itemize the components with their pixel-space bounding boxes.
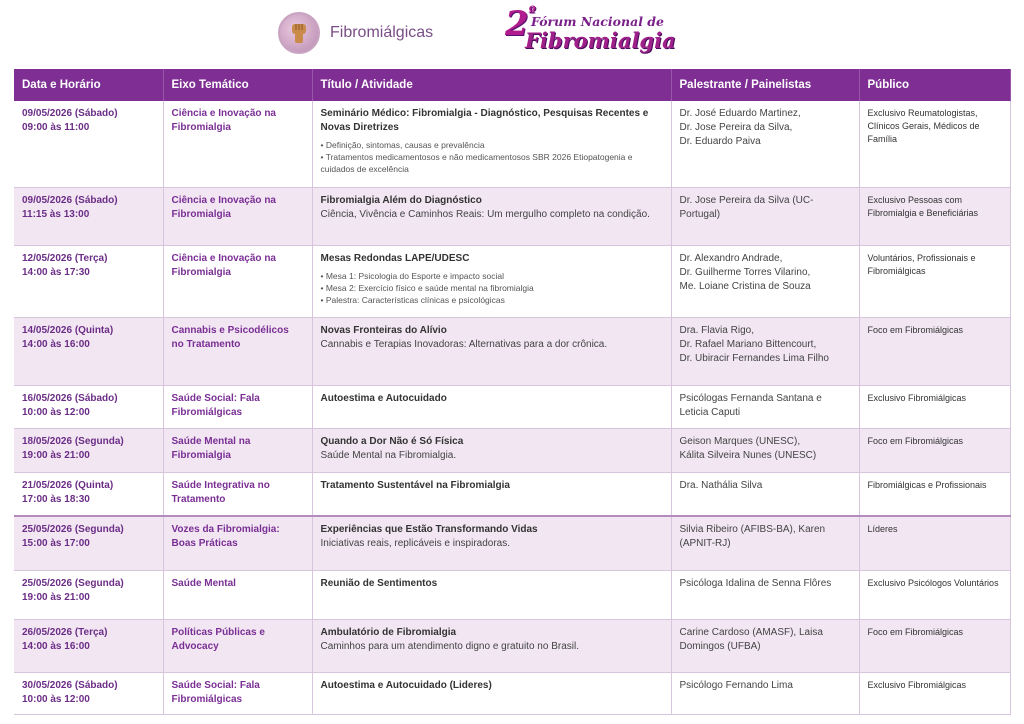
topic-list: [321, 270, 663, 306]
thematic-axis: Saúde Social: Fala Fibromiálgicas: [171, 392, 260, 418]
session-time: 14:00 às 16:00: [22, 338, 90, 350]
activity-subtitle: Saúde Mental na Fibromialgia.: [320, 449, 457, 461]
cell-axis: [163, 472, 312, 516]
cell-speakers: [671, 472, 859, 516]
cell-axis: [163, 385, 312, 428]
cell-title: [312, 472, 671, 516]
cell-datetime: [14, 619, 163, 672]
cell-datetime: [14, 385, 163, 428]
speaker-name: Dr. Rafael Mariano Bittencourt,: [679, 338, 817, 350]
audience: Exclusivo Fibromiálgicas: [867, 679, 967, 690]
cell-speakers: [671, 187, 859, 245]
page-header: [0, 0, 1024, 68]
session-time: 14:00 às 16:00: [22, 640, 90, 652]
session-time: 19:00 às 21:00: [22, 449, 90, 461]
cell-axis: [163, 570, 312, 619]
fibromialgicas-logo: [278, 12, 433, 54]
session-date: 14/05/2026 (Quinta): [22, 324, 114, 336]
cell-public: [859, 472, 1010, 516]
cell-title: [312, 385, 671, 428]
activity-title: Mesas Redondas LAPE/UDESC: [320, 252, 470, 264]
cell-title: [312, 672, 671, 714]
activity-subtitle: Cannabis e Terapias Inovadoras: Alternativas para a dor crônica.: [320, 338, 608, 350]
cell-title: [312, 317, 671, 385]
topic-item: • Mesa 1: Psicologia do Esporte e impacto social: [321, 270, 663, 282]
cell-public: [859, 428, 1010, 472]
schedule-table: [14, 69, 1011, 715]
speaker-name: Dr. Eduardo Paiva: [679, 136, 761, 147]
table-header-row: [14, 69, 1010, 101]
audience: Foco em Fibromiálgicas: [867, 626, 964, 637]
cell-datetime: [14, 516, 163, 570]
cell-datetime: [14, 672, 163, 714]
cell-title: [312, 619, 671, 672]
cell-axis: [163, 187, 312, 245]
cell-datetime: [14, 428, 163, 472]
cell-speakers: [671, 672, 859, 714]
thematic-axis: Ciência e Inovação na Fibromialgia: [171, 108, 276, 133]
cell-public: [859, 101, 1010, 187]
speaker-name: Psicólogo Fernando Lima: [679, 679, 793, 691]
cell-axis: [163, 619, 312, 672]
table-row: [14, 428, 1010, 472]
table-row: [14, 619, 1010, 672]
topic-item: • Palestra: Características clínicas e psicológicas: [321, 294, 663, 306]
table-row: [14, 187, 1010, 245]
audience: Exclusivo Psicólogos Voluntários: [867, 577, 999, 588]
activity-title: Autoestima e Autocuidado: [320, 392, 447, 404]
cell-speakers: [671, 101, 859, 187]
logo-text: Fibromiálgicas: [330, 24, 434, 41]
cell-public: [859, 317, 1010, 385]
thematic-axis: Vozes da Fibromialgia: Boas Práticas: [171, 524, 280, 549]
topic-item: • Mesa 2: Exercício físico e saúde mental na fibromialgia: [321, 282, 663, 294]
forum-line2: Fibromialgia: [525, 28, 676, 53]
speaker-name: Dra. Nathália Silva: [679, 479, 763, 491]
table-row: [14, 516, 1010, 570]
session-date: 25/05/2026 (Segunda): [22, 524, 124, 535]
cell-title: [312, 245, 671, 317]
session-date: 12/05/2026 (Terça): [22, 252, 108, 264]
cell-axis: [163, 516, 312, 570]
header-speakers: Palestrante / Painelistas: [671, 69, 859, 101]
cell-public: [859, 385, 1010, 428]
cell-public: [859, 672, 1010, 714]
topic-list: [321, 139, 663, 175]
activity-title: Autoestima e Autocuidado (Lideres): [320, 679, 492, 691]
activity-title: Reunião de Sentimentos: [320, 577, 438, 589]
table-row: [14, 101, 1010, 187]
session-date: 09/05/2026 (Sábado): [22, 194, 118, 206]
thematic-axis: Cannabis e Psicodélicos no Tratamento: [171, 324, 289, 350]
cell-speakers: [671, 317, 859, 385]
cell-speakers: [671, 570, 859, 619]
cell-axis: [163, 101, 312, 187]
table-row: [14, 570, 1010, 619]
session-time: 11:15 às 13:00: [22, 208, 90, 220]
cell-public: [859, 245, 1010, 317]
speaker-name: Dr. Guilherme Torres Vilarino,: [679, 266, 811, 278]
thematic-axis: Saúde Mental: [171, 577, 236, 589]
activity-title: Tratamento Sustentável na Fibromialgia: [320, 479, 510, 491]
table-row: [14, 317, 1010, 385]
cell-public: [859, 570, 1010, 619]
speaker-name: Dr. Jose Pereira da Silva (UC-Portugal): [679, 194, 814, 220]
audience: Exclusivo Fibromiálgicas: [867, 392, 967, 403]
cell-public: [859, 516, 1010, 570]
cell-speakers: [671, 385, 859, 428]
session-time: 14:00 às 17:30: [22, 266, 90, 278]
speaker-name: Dr. Alexandro Andrade,: [679, 252, 783, 264]
thematic-axis: Saúde Integrativa no Tratamento: [171, 479, 270, 505]
forum-logo: [505, 4, 676, 64]
activity-subtitle: Ciência, Vivência e Caminhos Reais: Um mergulho completo na condição.: [320, 208, 650, 220]
cell-datetime: [14, 570, 163, 619]
table-row: [14, 385, 1010, 428]
audience: Foco em Fibromiálgicas: [867, 435, 964, 446]
thematic-axis: Ciência e Inovação na Fibromialgia: [171, 194, 276, 220]
raised-fist-icon: [278, 12, 320, 54]
activity-title: Seminário Médico: Fibromialgia - Diagnóstico, Pesquisas Recentes e Novas Diretrizes: [320, 108, 649, 133]
cell-datetime: [14, 317, 163, 385]
session-date: 25/05/2026 (Segunda): [22, 577, 124, 589]
cell-datetime: [14, 245, 163, 317]
activity-title: Fibromialgia Além do Diagnóstico: [320, 194, 482, 206]
speaker-name: Me. Loiane Cristina de Souza: [679, 280, 811, 292]
session-date: 21/05/2026 (Quinta): [22, 479, 114, 491]
speaker-name: Dr. Ubiracir Fernandes Lima Filho: [679, 352, 829, 364]
table-row: [14, 245, 1010, 317]
session-time: 09:00 às 11:00: [22, 122, 90, 133]
cell-title: [312, 428, 671, 472]
cell-datetime: [14, 472, 163, 516]
session-date: 26/05/2026 (Terça): [22, 626, 108, 638]
activity-title: Ambulatório de Fibromialgia: [320, 626, 457, 638]
table-row: [14, 672, 1010, 714]
cell-public: [859, 619, 1010, 672]
speaker-name: Psicólogas Fernanda Santana e Leticia Caputi: [679, 392, 822, 418]
speaker-name: Kálita Silveira Nunes (UNESC): [679, 449, 817, 461]
table-row: [14, 472, 1010, 516]
thematic-axis: Saúde Social: Fala Fibromiálgicas: [171, 679, 260, 705]
activity-subtitle: Iniciativas reais, replicáveis e inspiradoras.: [320, 538, 511, 549]
cell-axis: [163, 428, 312, 472]
activity-title: Novas Fronteiras do Alívio: [320, 324, 447, 336]
forum-number: $2^º$: [505, 4, 536, 44]
cell-datetime: [14, 101, 163, 187]
speaker-name: Dr. Jose Pereira da Silva,: [679, 122, 793, 133]
activity-title: Experiências que Estão Transformando Vidas: [320, 524, 538, 535]
speaker-name: Dr. José Eduardo Martinez,: [679, 108, 801, 119]
cell-axis: [163, 245, 312, 317]
cell-title: [312, 570, 671, 619]
topic-item: • Tratamentos medicamentosos e não medicamentosos SBR 2026 Etiopatogenia e cuidados de excelência: [321, 151, 663, 175]
thematic-axis: Saúde Mental na Fibromialgia: [171, 435, 251, 461]
header-axis: Eixo Temático: [163, 69, 312, 101]
forum-line1: Fórum Nacional de: [531, 14, 664, 29]
topic-item: • Definição, sintomas, causas e prevalência: [321, 139, 663, 151]
thematic-axis: Ciência e Inovação na Fibromialgia: [171, 252, 276, 278]
cell-axis: [163, 672, 312, 714]
cell-speakers: [671, 516, 859, 570]
audience: Fibromiálgicas e Profissionais: [867, 479, 987, 490]
session-time: 15:00 às 17:00: [22, 538, 90, 549]
header-public: Público: [859, 69, 1010, 101]
header-date: Data e Horário: [14, 69, 163, 101]
cell-speakers: [671, 428, 859, 472]
audience: Exclusivo Pessoas com Fibromialgia e Beneficiárias: [867, 194, 979, 218]
cell-title: [312, 101, 671, 187]
session-time: 19:00 às 21:00: [22, 591, 90, 603]
session-date: 18/05/2026 (Segunda): [22, 435, 124, 447]
session-date: 30/05/2026 (Sábado): [22, 679, 118, 691]
header-title: Título / Atividade: [312, 69, 671, 101]
cell-datetime: [14, 187, 163, 245]
activity-title: Quando a Dor Não é Só Física: [320, 435, 464, 447]
cell-axis: [163, 317, 312, 385]
speaker-name: Geison Marques (UNESC),: [679, 435, 801, 447]
session-date: 09/05/2026 (Sábado): [22, 108, 118, 119]
cell-speakers: [671, 619, 859, 672]
session-date: 16/05/2026 (Sábado): [22, 392, 118, 404]
activity-subtitle: Caminhos para um atendimento digno e gratuito no Brasil.: [320, 640, 579, 652]
session-time: 17:00 às 18:30: [22, 493, 90, 505]
audience: Voluntários, Profissionais e Fibromiálgicas: [867, 252, 976, 276]
speaker-name: Dra. Flavia Rigo,: [679, 324, 754, 336]
audience: Foco em Fibromiálgicas: [867, 324, 964, 335]
cell-title: [312, 516, 671, 570]
audience: Líderes: [867, 524, 898, 534]
speaker-name: Carine Cardoso (AMASF), Laisa Domingos (UFBA): [679, 626, 823, 652]
thematic-axis: Políticas Públicas e Advocacy: [171, 626, 265, 652]
audience: Exclusivo Reumatologistas, Clínicos Gerais, Médicos de Família: [867, 108, 980, 144]
speaker-name: Silvia Ribeiro (AFIBS-BA), Karen (APNIT-RJ): [679, 524, 826, 549]
cell-speakers: [671, 245, 859, 317]
cell-public: [859, 187, 1010, 245]
session-time: 10:00 às 12:00: [22, 406, 90, 418]
cell-title: [312, 187, 671, 245]
speaker-name: Psicóloga Idalina de Senna Flôres: [679, 577, 832, 589]
session-time: 10:00 às 12:00: [22, 693, 90, 705]
